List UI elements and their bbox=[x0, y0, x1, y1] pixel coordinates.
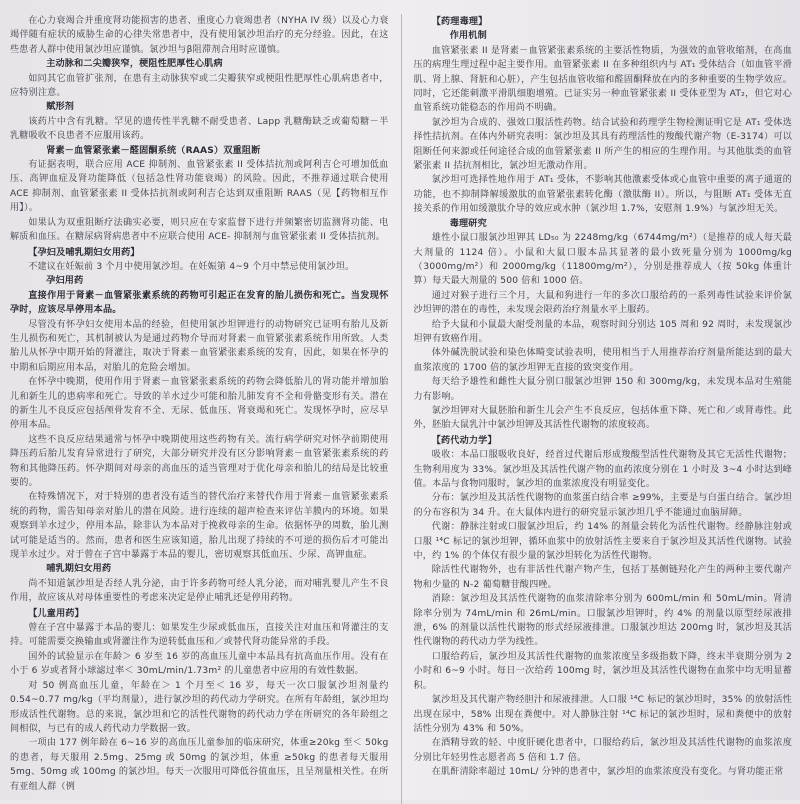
left-subsection-heading: 赋形剂 bbox=[46, 102, 75, 113]
left-paragraph: 这些不良反应结果通常与怀孕中晚期使用这些药物有关。流行病学研究对怀孕前期使用降压药后胎儿发育异常进行了研究，大部分研究并没有区分影响肾素－血管紧张素系统的药物和其他降压药。怀孕期间对母亲的高血压的适当管理对于优化母亲和胎儿的结局是比较重要的。 bbox=[10, 434, 389, 488]
left-column bbox=[10, 14, 389, 804]
right-paragraph: 氯沙坦为合成的、强效口服活性药物。结合试验和药理学生物检测证明它是 AT₁ 受体选择性拮抗剂。在体内外研究表明：氯沙坦及其具有药理活性的羧酸代谢产物（E-3174）可以阻断任何来源或任何途径合成的血管紧张素 II 所产生的相应的生理作用。与其他肽类的血管紧张素 II 拮抗剂相比，氯沙坦无激动作用。 bbox=[413, 117, 792, 172]
left-subsection-heading: 孕妇用药 bbox=[46, 276, 84, 287]
left-paragraph: 尚不知道氯沙坦是否经人乳分泌，由于许多药物可经人乳分泌，而对哺乳婴儿产生不良作用，故应该从对母体重要性的考虑来决定是停止哺乳还是停用药物。 bbox=[10, 578, 389, 604]
left-paragraph: 如同其它血管扩张剂，在患有主动脉狭窄或二尖瓣狭窄或梗阻性肥厚性心肌病患者中，应特别注意。 bbox=[10, 73, 389, 99]
left-paragraph: 在怀孕中晚期，使用作用于肾素－血管紧张素系统的药物会降低胎儿的肾功能并增加胎儿和新生儿的患病率和死亡。导致的羊水过少可能和胎儿肺发育不全和骨骼变形有关。潜在的新生儿不良反应包括颅骨发育不全、无尿、低血压、肾衰竭和死亡。发现怀孕时，应尽早停用本品。 bbox=[10, 377, 389, 431]
left-paragraph: 不建议在妊娠前 3 个月中使用氯沙坦。在妊娠第 4~9 个月中禁忌使用氯沙坦。 bbox=[28, 261, 355, 272]
right-paragraph: 氯沙坦及其代谢产物经胆汁和尿液排泄。人口服 ¹⁴C 标记的氯沙坦时，35% 的放射活性出现在尿中，58% 出现在粪便中。对人静脉注射 ¹⁴C 标记的氯沙坦时，尿和粪便中的放射活性分别为 43% 和 50%。 bbox=[413, 695, 792, 734]
right-paragraph: 氯沙坦可选择性地作用于 AT₁ 受体，不影响其他激素受体或心血管中重要的离子通道的功能，也不抑制降解缓激肽的血管紧张素转化酶（激肽酶 II）。所以，与阻断 AT₁ 受体无直接关系的作用如缓激肽介导的效应或水肿（氯沙坦 1.7%，安慰剂 1.9%）与氯沙坦无关。 bbox=[413, 175, 792, 215]
right-paragraph: 除活性代谢物外，也有非活性代谢产物产生，包括丁基侧链羟化产生的两种主要代谢产物和少量的 N-2 葡萄糖苷酸四唑。 bbox=[413, 565, 792, 590]
right-subsection-heading: 作用机制 bbox=[449, 31, 487, 42]
left-paragraph: 如果认为双重阻断疗法确实必要，则只应在专家监督下进行并频繁密切监测肾功能、电解质和血压。在糖尿病肾病患者中不应联合使用 ACE- 抑制剂与血管紧张素 II 受体拮抗剂。 bbox=[10, 217, 389, 243]
right-subsection-heading: 毒理研究 bbox=[449, 218, 487, 229]
left-section-heading: 【儿童用药】 bbox=[28, 608, 84, 619]
right-paragraph: 在酒精导致的轻、中度肝硬化患者中，口服给药后，氯沙坦及其活性代谢物的血浆浓度分别比年轻男性志愿者高 5 倍和 1.7 倍。 bbox=[413, 738, 792, 763]
right-paragraph: 代谢：静脉注射或口服氯沙坦后，约 14% 的剂量会转化为活性代谢物。经静脉注射或口服 ¹⁴C 标记的氯沙坦钾，循环血浆中的放射活性主要来自于氯沙坦及其活性代谢物。试验中，约 1% 的个体仅有很少量的氯沙坦转化为活性代谢物。 bbox=[413, 522, 792, 562]
left-emphasis-paragraph: 直接作用于肾素－血管紧张素系统的药物可引起正在发育的胎儿损伤和死亡。当发现怀孕时，应该尽早停用本品。 bbox=[10, 290, 389, 316]
left-paragraph: 尽管没有怀孕妇女使用本品的经验，但使用氯沙坦钾进行的动物研究已证明有胎儿及新生儿损伤和死亡，其机制被认为是通过药物介导而对肾素－血管紧张素系统作用所致。人类胎儿从怀孕中期开始的肾灌注，取决于肾素－血管紧张素系统的发育，因此，如果在怀孕的中期和后期应用本品，对胎儿的危险会增加。 bbox=[10, 319, 389, 373]
right-paragraph: 给予大鼠和小鼠最大耐受剂量的本品，观察时间分别达 105 周和 92 周时，未发现氯沙坦钾有致癌作用。 bbox=[413, 319, 792, 344]
left-subsection-heading: 肾素－血管紧张素－醛固酮系统（RAAS）双重阻断 bbox=[46, 145, 261, 156]
column-divider bbox=[401, 14, 402, 804]
left-paragraph: 该药片中含有乳糖。罕见的遗传性半乳糖不耐受患者、Lapp 乳糖酶缺乏或葡萄糖－半乳糖吸收不良患者不应服用该药。 bbox=[10, 116, 389, 142]
left-paragraph: 对 50 例高血压儿童，年龄在＞ 1 个月至＜ 16 岁，每天一次口服氯沙坦剂量约 0.54~0.77 mg/kg（平均剂量），进行氯沙坦的药代动力学研究。在所有年龄组，氯沙坦均形成活性代谢物。总的来说，氯沙坦和它的活性代谢物的药代动力学在所研究的各年龄组之间相似，与已有的成人药代动力学数据一致。 bbox=[10, 680, 389, 734]
left-paragraph: 国外的试验显示在年龄＞ 6 岁至 16 岁的高血压儿童中本品具有抗高血压作用。没有在小于 6 岁或者肾小球滤过率＜ 30mL/min/1.73m² 的儿童患者中应用的有效性数据。 bbox=[10, 651, 389, 677]
right-paragraph: 消除：氯沙坦及其活性代谢物的血浆清除率分别为 600mL/min 和 50mL/min。肾清除率分别为 74mL/min 和 26mL/min。口服氯沙坦钾时，约 4% 的剂量以原型经尿液排泄，6% 的剂量以活性代谢物的形式经尿液排泄。口服氯沙坦达 200mg 时，氯沙坦及其活性代谢物的药代动力学为线性。 bbox=[413, 594, 792, 648]
left-paragraph: 在特殊情况下，对于特别的患者没有适当的替代治疗来替代作用于肾素－血管紧张素系统的药物，需告知母亲对胎儿的潜在风险。进行连续的超声检查来评估羊膜内的环境。如果观察到羊水过少，停用本品，除非认为本品对于挽救母亲的生命。依据怀孕的周数，胎儿测试可能是适当的。然而，患者和医生应该知道，胎儿出现了持续的不可逆的损伤后才可能出现羊水过少。对于曾在子宫中暴露于本品的婴儿，密切观察其低血压、少尿、高钾血症。 bbox=[10, 492, 389, 561]
right-paragraph: 氯沙坦钾对大鼠胚胎和新生儿会产生不良反应，包括体重下降、死亡和／或肾毒性。此外，胚胎大鼠乳汁中氯沙坦钾及其活性代谢物的浓度较高。 bbox=[413, 405, 792, 431]
left-subsection-heading: 哺乳期妇女用药 bbox=[46, 564, 112, 575]
left-paragraph: 曾在子宫中暴露于本品的婴儿：如果发生少尿或低血压，直接关注对血压和肾灌注的支持。可能需要交换输血或肾灌注作为逆转低血压和／或替代肾功能异常的手段。 bbox=[10, 623, 389, 648]
left-paragraph: 一项由 177 例年龄在 6~16 岁的高血压儿童参加的临床研究，体重≥20kg 至＜ 50kg 的患者，每天服用 2.5mg、25mg 或 50mg 的氯沙坦，体重 ≥50kg 的患者每天服用 5mg、50mg 或 100mg 的氯沙坦。每天一次服用可降低谷值血压，且呈剂量相关性。在所有亚组人群（例 bbox=[10, 738, 389, 792]
right-paragraph: 血管紧张素 II 是肾素－血管紧张素系统的主要活性物质，为强效的血管收缩剂，在高血压的病理生理过程中起主要作用。血管紧张素 II 在多种组织内与 AT₁ 受体结合（如血管平滑肌、肾上腺、肾脏和心脏），产生包括血管收缩和醛固酮释放在内的多种重要的生物学效应。同时，它还能刺激平滑肌细胞增殖。已证实另一种血管紧张素 II 受体亚型为 AT₂，但它对心血管系统功能稳态的作用尚不明确。 bbox=[413, 45, 792, 114]
left-paragraph: 在心力衰竭合并重度肾功能损害的患者、重度心力衰竭患者（NYHA IV 级）以及心力衰竭伴随有症状的威胁生命的心律失常患者中，没有使用氯沙坦治疗的充分经验。因此，在这些患者人群中使用氯沙坦应谨慎。氯沙坦与β阻滞剂合用时应谨慎。 bbox=[10, 16, 389, 55]
right-paragraph: 口服给药后，氯沙坦及其活性代谢物的血浆浓度呈多级指数下降，终末半衰期分别为 2 小时和 6~9 小时。每日一次给药 100mg 时，氯沙坦及其活性代谢物在血浆中均无明显蓄积。 bbox=[413, 651, 792, 691]
right-section-heading: 【药代动力学】 bbox=[431, 435, 497, 446]
right-section-heading: 【药理毒理】 bbox=[431, 17, 488, 27]
right-paragraph: 雄性小鼠口服氯沙坦钾其 LD₅₀ 为 2248mg/kg（6744mg/m²）（是推荐的成人每天最大剂量的 1124 倍）。小鼠和大鼠口服本品其显著的最小致死量分别为 1000mg/kg（3000mg/m²）和 2000mg/kg（11800mg/m²），分别是推荐成人（按 50kg 体重计算）每天最大剂量的 500 倍和 1000 倍。 bbox=[413, 233, 792, 287]
right-paragraph: 体外碱洗脱试验和染色体畸变试验表明，使用相当于人用推荐治疗剂量所能达到的最大血浆浓度的 1700 倍的氯沙坦钾无直接的致突变作用。 bbox=[413, 348, 792, 373]
right-column bbox=[414, 14, 793, 804]
right-paragraph: 吸收：本品口服吸收良好，经首过代谢后形成羧酸型活性代谢物及其它无活性代谢物；生物利用度为 33%。氯沙坦及其活性代谢产物的血药浓度分别在 1 小时及 3~4 小时达到峰值。本品与食物同服时，氯沙坦的血浆浓度没有明显变化。 bbox=[413, 450, 792, 489]
left-paragraph: 有证据表明，联合应用 ACE 抑制剂、血管紧张素 II 受体拮抗剂或阿利吉仑可增加低血压、高钾血症及肾功能降低（包括急性肾功能衰竭）的风险。因此，不推荐通过联合使用 ACE 抑制剂、血管紧张素 II 受体拮抗剂或阿利吉仑达到双重阻断 RAAS（见【药物相互作用】）。 bbox=[10, 160, 389, 214]
right-paragraph: 在肌酐清除率超过 10mL/ 分钟的患者中，氯沙坦的血浆浓度没有变化。与肾功能正常 bbox=[431, 767, 784, 778]
left-subsection-heading: 主动脉和二尖瓣狭窄，梗阻性肥厚性心肌病 bbox=[46, 59, 223, 70]
right-paragraph: 每天给予雄性和雌性大鼠分别口服氯沙坦钾 150 和 300mg/kg，未发现本品对生殖能力有影响。 bbox=[413, 377, 792, 402]
right-paragraph: 通过对猴子进行三个月，大鼠和狗进行一年的多次口服给药的一系列毒性试验来评价氯沙坦钾的潜在的毒性，未发现会限药治疗剂量水平上服药。 bbox=[413, 290, 792, 316]
two-column-layout bbox=[10, 14, 792, 804]
left-section-heading: 【孕妇及哺乳期妇女用药】 bbox=[28, 247, 140, 258]
right-paragraph: 分布：氯沙坦及其活性代谢物的血浆蛋白结合率 ≥99%，主要是与白蛋白结合。氯沙坦的分布容积为 34 升。在大鼠体内进行的研究显示氯沙坦几乎不能通过血脑屏障。 bbox=[413, 493, 792, 518]
